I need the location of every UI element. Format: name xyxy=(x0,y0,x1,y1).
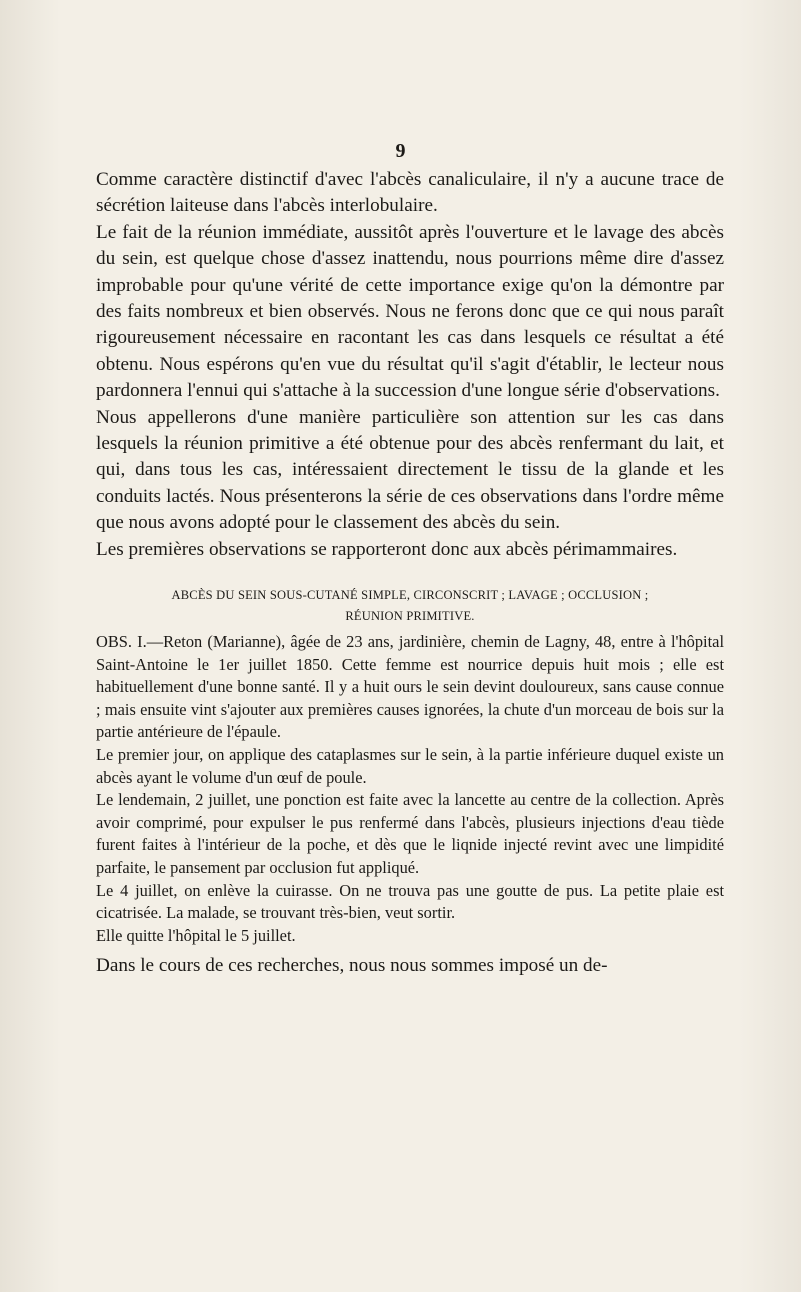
observation-next-day: Le lendemain, 2 juillet, une ponction est faite avec la lancette au centre de la collection. Après avoir comprimé, pour expulser le pus renfermé dans l'abcès, plusieurs injections d'eau tiède furent faites à l'intérieur de la poche, et dès que le liqnide injecté revint avec une limpidité parfaite, le pansement par occlusion fut appliqué. xyxy=(96,790,724,878)
observation-discharge: Elle quitte l'hôpital le 5 juillet. xyxy=(96,925,296,945)
paragraph-closing: Dans le cours de ces recherches, nous nous sommes imposé un de- xyxy=(96,955,608,977)
section-heading-line-2: RÉUNION PRIMITIVE. xyxy=(345,609,475,624)
paragraph-first-observations: Les premières observations se rapporteront donc aux abcès périmammaires. xyxy=(96,538,678,560)
section-heading xyxy=(96,585,724,627)
paragraph-distinctive-character: Comme caractère distinctif d'avec l'abcès canaliculaire, il n'y a aucune trace de sécrétion laiteuse dans l'abcès interlobulaire. xyxy=(96,169,724,217)
page-number: 9 xyxy=(395,140,406,162)
observation-intro: OBS. I.—Reton (Marianne), âgée de 23 ans, jardinière, chemin de Lagny, 48, entre à l'hôpital Saint-Antoine le 1er juillet 1850. Cette femme est nourrice depuis huit mois ; elle est habituellement d'une bonne santé. Il y a huit ours le sein devint douloureux, sans cause connue ; mais ensuite vint s'ajouter aux premières causes ignorées, la chute d'un morceau de bois sur la partie antérieure de l'épaule. xyxy=(96,632,724,742)
observation-july-4: Le 4 juillet, on enlève la cuirasse. On ne trouva pas une goutte de pus. La petite plaie est cicatrisée. La malade, se trouvant très-bien, veut sortir. xyxy=(96,880,724,923)
section-heading-line-1: ABCÈS DU SEIN SOUS-CUTANÉ SIMPLE, CIRCONSCRIT ; LAVAGE ; OCCLUSION ; xyxy=(171,588,649,603)
page-body xyxy=(96,167,724,980)
observation-first-day: Le premier jour, on applique des cataplasmes sur le sein, à la partie inférieure duquel existe un abcès ayant le volume d'un œuf de poule. xyxy=(96,745,724,787)
paragraph-attention-cases: Nous appellerons d'une manière particulière son attention sur les cas dans lesquels la réunion primitive a été obtenue pour des abcès renfermant du lait, et qui, dans tous les cas, intéressaient directement le tissu de la glande et les conduits lactés. Nous présenterons la série de ces observations dans l'ordre même que nous avons adopté pour le classement des abcès du sein. xyxy=(96,406,724,534)
paragraph-immediate-reunion: Le fait de la réunion immédiate, aussitôt après l'ouverture et le lavage des abcès du sein, est quelque chose d'assez inattendu, nous pourrions même dire d'assez improbable pour qu'une vérité de cette importance exige qu'on la démontre par des faits nombreux et bien observés. Nous ne ferons donc que ce qui nous paraît rigoureusement nécessaire en racontant les cas dans lesquels ce résultat a été obtenu. Nous espérons qu'en vue du résultat qu'il s'agit d'établir, le lecteur nous pardonnera l'ennui qui s'attache à la succession d'une longue série d'observations. xyxy=(96,221,724,402)
